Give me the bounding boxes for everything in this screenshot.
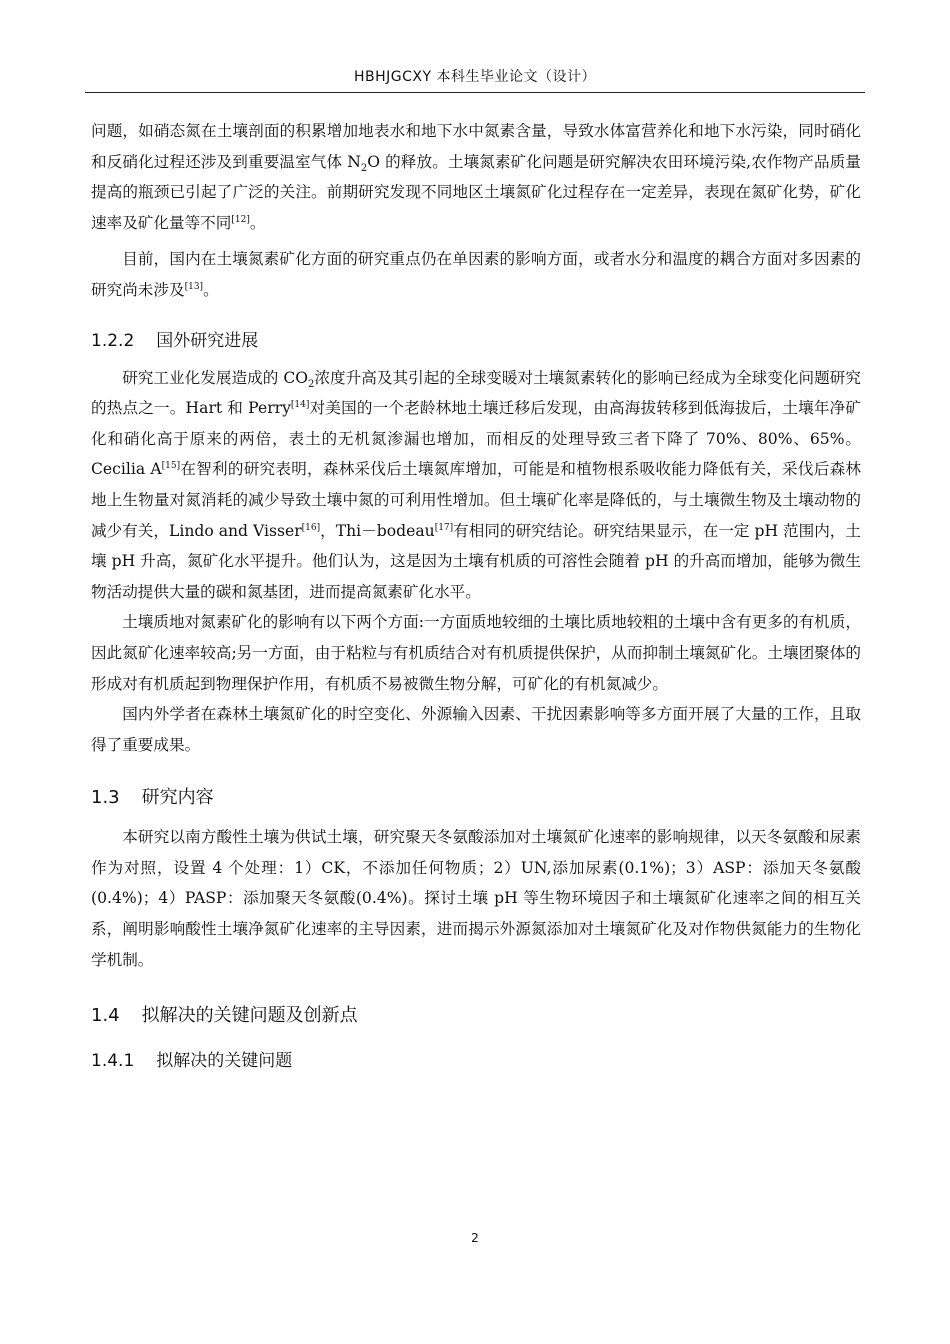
citation-ref: [16] (301, 522, 321, 533)
citation-ref: [13] (184, 281, 204, 292)
paragraph-2 (91, 244, 861, 305)
page-content (91, 116, 861, 1081)
section-heading-1-3 (91, 774, 861, 822)
citation-ref: [17] (434, 522, 454, 533)
citation-ref: [12] (231, 214, 250, 225)
text-span: 在智利的研究表明，森林采伐后土壤氮库增加，可能是和植物根系吸收能力降低有关，采伐后森林地上生物量对氮消耗的减少导致土壤中氮的可利用性增加。但土壤矿化率是降低的，与土壤微生物及土壤动物的减少有关，Lindo and Visser (91, 460, 861, 540)
page-number: 2 (471, 1231, 479, 1245)
section-title: 国外研究进展 (156, 330, 259, 351)
subscript: 2 (308, 378, 315, 390)
text-span: 目前，国内在土壤氮素矿化方面的研究重点仍在单因素的影响方面，或者水分和温度的耦合方面对多因素的研究尚未涉及 (91, 250, 861, 299)
page-header: HBHJGCXY 本科生毕业论文（设计） (353, 69, 596, 85)
citation-ref: [15] (161, 461, 181, 472)
paragraph-1 (91, 116, 861, 238)
section-number: 1.3 (91, 787, 120, 809)
text-span: 对美国的一个老龄林地土壤迁移后发现，由高海拔转移到低海拔后，土壤年净矿化和硝化高于原来的两倍，表土的无机氮渗漏也增加，而相反的处理导致三者下降了 70%、80%、65%。Cecilia A (91, 399, 861, 479)
section-title: 研究内容 (141, 787, 214, 809)
paragraph-3 (91, 363, 861, 608)
paragraph-4: 土壤质地对氮素矿化的影响有以下两个方面:一方面质地较细的土壤比质地较粗的土壤中含有更多的有机质，因此氮矿化速率较高;另一方面，由于粘粒与有机质结合对有机质提供保护，从而抑制土壤氮矿化。土壤团聚体的形成对有机质起到物理保护作用，有机质不易被微生物分解，可矿化的有机氮减少。 (91, 613, 861, 693)
paragraph-5: 国内外学者在森林土壤氮矿化的时空变化、外源输入因素、干扰因素影响等多方面开展了大量的工作，且取得了重要成果。 (91, 705, 861, 754)
paragraph-6: 本研究以南方酸性土壤为供试土壤，研究聚天冬氨酸添加对土壤氮矿化速率的影响规律，以天冬氨酸和尿素作为对照，设置 4 个处理：1）CK，不添加任何物质；2）UN,添加尿素(0.1%)；3）ASP：添加天冬氨酸(0.4%)；4）PASP：添加聚天冬氨酸(0.4%)。探讨土壤 pH 等生物环境因子和土壤氮矿化速率之间的相互关系，阐明影响酸性土壤净氮矿化速率的主导因素，进而揭示外源氮添加对土壤氮矿化及对作物供氮能力的生物化学机制。 (91, 828, 861, 969)
text-span: 研究工业化发展造成的 CO (122, 368, 309, 387)
section-number: 1.2.2 (91, 330, 135, 351)
section-number: 1.4 (91, 1005, 120, 1027)
section-title: 拟解决的关键问题及创新点 (141, 1005, 358, 1027)
text-span: O 的释放。土壤氮素矿化问题是研究解决农田环境污染,农作物产品质量提高的瓶颈已引起了广泛的关注。前期研究发现不同地区土壤氮矿化过程存在一定差异，表现在氮矿化势，矿化速率及矿化量等不同 (91, 152, 861, 232)
section-title: 拟解决的关键问题 (156, 1051, 293, 1072)
text-span: 浓度升高及其引起的全球变暖对土壤氮素转化的影响已经成为全球变化问题研究的热点之一。Hart 和 Perry (91, 368, 861, 418)
section-heading-1-2-2 (91, 319, 861, 363)
header-divider (85, 92, 865, 93)
text-span: 问题，如硝态氮在土壤剖面的积累增加地表水和地下水中氮素含量，导致水体富营养化和地下水污染，同时硝化和反硝化过程还涉及到重要温室气体 N (91, 122, 861, 171)
text-span: ，Thi－bodeau (320, 521, 435, 540)
section-heading-1-4 (91, 991, 861, 1041)
section-number: 1.4.1 (91, 1051, 135, 1072)
subscript: 2 (360, 162, 368, 174)
text-span: 。 (203, 280, 219, 299)
section-heading-1-4-1 (91, 1041, 861, 1081)
text-span: 有相同的研究结论。研究结果显示，在一定 pH 范围内，土壤 pH 升高，氮矿化水平提升。他们认为，这是因为土壤有机质的可溶性会随着 pH 的升高而增加，能够为微生物活动提供大量的碳和氮基团，进而提高氮素矿化水平。 (91, 521, 861, 601)
citation-ref: [14] (290, 399, 310, 410)
text-span: 。 (249, 213, 266, 232)
